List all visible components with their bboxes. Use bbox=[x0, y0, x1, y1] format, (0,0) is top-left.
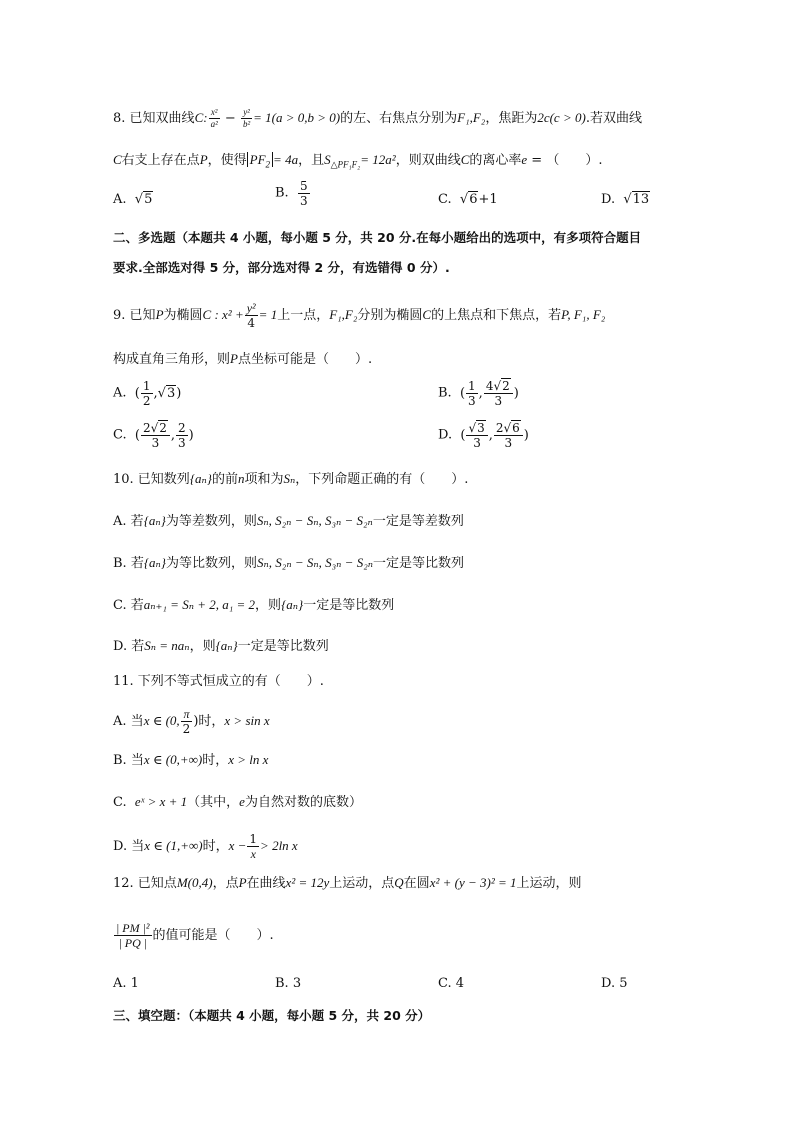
q11-d-expr1: x ∈ (1,+∞) bbox=[144, 838, 203, 853]
q8-option-b-num: 5 bbox=[299, 179, 308, 193]
q8-option-d: D. √13 bbox=[601, 192, 650, 207]
q11-c-note: （其中， bbox=[187, 795, 240, 810]
q11-a-pi: π bbox=[183, 707, 190, 721]
section2-heading-line1: 二、多选题（本题共 4 小题，每小题 5 分，共 20 分.在每小题给出的选项中，有多项符合题目 bbox=[113, 230, 642, 245]
q11-a-pre: 当 bbox=[130, 714, 144, 729]
q10-a-label: A. bbox=[113, 514, 127, 529]
q8-option-c-value: 6 bbox=[469, 192, 478, 207]
q12-text3: 在曲线 bbox=[246, 876, 286, 891]
q9-eq: C : x² + bbox=[202, 307, 244, 322]
q10-text2: 的前 bbox=[211, 472, 238, 487]
q12-option-d bbox=[601, 974, 628, 994]
q12-frac-num: | PM |² bbox=[116, 921, 150, 935]
q12-text1: 12. 已知点 bbox=[113, 876, 177, 891]
q8-line1: 8. 已知双曲线C: $\frac{\text{x²}}{\text{a²}}$ − $\frac{\text{y²}}{\text{b²}}$ = 1(a > 0,b > 0)的左、右焦点分别为F₁,F₂，焦距为2c(c > 0).若双曲线 bbox=[113, 107, 642, 129]
q8-option-c-extra: +1 bbox=[478, 192, 498, 207]
q9-frac: $\frac{\text{y²}}{4}$ bbox=[246, 301, 256, 330]
q10-d-expr: Sₙ = naₙ bbox=[144, 638, 190, 653]
q10-c-seq: {aₙ} bbox=[281, 597, 304, 612]
q9-line2-p: P bbox=[230, 351, 238, 366]
q12-m: M(0,4) bbox=[176, 875, 213, 890]
q8-option-b bbox=[275, 180, 311, 207]
q10-b-pre: 若 bbox=[130, 556, 144, 571]
q8-option-b-label: B. bbox=[275, 185, 289, 201]
q8-eq-4a: = 4a bbox=[273, 152, 299, 167]
q11-b-mid: 时， bbox=[202, 753, 229, 768]
q10-a-end: 一定是等差数列 bbox=[372, 514, 464, 529]
q10-b-seq: {aₙ} bbox=[143, 555, 167, 570]
q9-option-a-label: A. bbox=[113, 385, 127, 401]
q9-eq2: = 1 bbox=[258, 307, 278, 322]
q10-c-label: C. bbox=[113, 598, 127, 613]
q9-pts: P, F₁, F₂ bbox=[561, 307, 606, 322]
q10-d-mid: ，则 bbox=[189, 639, 216, 654]
q8-pf2: $PF_2$ bbox=[247, 152, 273, 167]
q12-text5: 在圆 bbox=[403, 876, 430, 891]
q8-focal: 2c(c > 0) bbox=[537, 110, 586, 125]
q8-c2: C bbox=[460, 152, 470, 167]
q11-option-d bbox=[113, 833, 298, 860]
q11-d-one: 1 bbox=[249, 832, 258, 846]
q9-option-d: D. ( $\frac{√3}{3}$ , $\frac{2√6}{3}$ ) bbox=[438, 421, 529, 450]
q10-d-pre: 若 bbox=[131, 639, 145, 654]
q9-text4: 分别为椭圆 bbox=[357, 308, 423, 323]
q10-d-label: D. bbox=[113, 639, 128, 654]
q8-text3: ，焦距为 bbox=[485, 111, 538, 126]
q8-option-c: C. √6+1 bbox=[438, 192, 498, 207]
q12-option-b bbox=[275, 974, 301, 994]
q9-text1: 已知 bbox=[129, 308, 156, 323]
q9-option-c-label: C. bbox=[113, 427, 127, 443]
q12-text6: 上运动，则 bbox=[516, 876, 582, 891]
q10-d-seq: {aₙ} bbox=[215, 638, 238, 653]
q10-c-expr: aₙ₊₁ = Sₙ + 2, a₁ = 2 bbox=[143, 597, 256, 612]
q9-text3: 上一点， bbox=[277, 308, 330, 323]
q10-b-expr: Sₙ, S₂ₙ − Sₙ, S₃ₙ − S₂ₙ bbox=[257, 555, 373, 570]
q8-text-then: ，则双曲线 bbox=[395, 153, 461, 168]
q8-option-c-label: C. bbox=[438, 192, 452, 207]
q12-circle: x² + (y − 3)² = 1 bbox=[429, 875, 517, 890]
q12-p: P bbox=[238, 875, 247, 890]
q11-c-label: C. bbox=[113, 795, 127, 810]
q9-number: 9. bbox=[113, 308, 126, 323]
q8-option-d-label: D. bbox=[601, 192, 616, 207]
q8-option-a-value: 5 bbox=[144, 192, 153, 207]
q10-a-seq: {aₙ} bbox=[143, 513, 166, 528]
q9-option-b-label: B. bbox=[438, 385, 452, 401]
q10-c-pre: 若 bbox=[130, 598, 144, 613]
q11-a-close: ) bbox=[193, 714, 199, 729]
q8-option-a: A. √5 bbox=[113, 192, 153, 207]
q12-option-d-value: 5 bbox=[619, 976, 628, 991]
q8-text-rightbranch: 右支上存在点 bbox=[121, 153, 200, 168]
q10-b-end: 一定是等比数列 bbox=[372, 556, 464, 571]
q8-c: C bbox=[113, 152, 122, 167]
q10-text4: ，下列命题正确的有（ ）. bbox=[295, 472, 469, 487]
q11-b-expr1: x ∈ (0,+∞) bbox=[143, 752, 203, 767]
q12-option-a-value: 1 bbox=[130, 976, 139, 991]
q12-option-b-label: B. bbox=[275, 976, 289, 991]
q8-text-ecc: 的离心率 bbox=[469, 153, 522, 168]
q9-line2 bbox=[113, 349, 372, 370]
q9-line1 bbox=[113, 302, 605, 329]
q9-option-c: C. ( $\frac{2√2}{3}$ , $\frac{2}{3}$ ) bbox=[113, 421, 194, 450]
q11-a-x: x ∈ (0, bbox=[143, 713, 180, 728]
q11-d-pre: 当 bbox=[131, 839, 145, 854]
q10-n: n bbox=[238, 471, 245, 486]
q8-area: $S_{\triangle PF_1F_2}$ bbox=[324, 152, 361, 170]
q11-d-label: D. bbox=[113, 839, 128, 854]
q10-a-pre: 若 bbox=[130, 514, 144, 529]
q9-foci: F₁,F₂ bbox=[329, 307, 358, 322]
q12-text7: 的值可能是（ ）. bbox=[152, 928, 274, 943]
q10-text3: 项和为 bbox=[244, 472, 284, 487]
q9-text2: 为椭圆 bbox=[163, 308, 203, 323]
q11-a-mid: 时， bbox=[198, 714, 225, 729]
q9-option-b: B. ( $\frac{1}{3}$ , $\frac{4√2}{3}$ ) bbox=[438, 379, 519, 408]
q12-stem bbox=[113, 873, 582, 894]
q11-option-c bbox=[113, 792, 362, 813]
q8-foci: F₁,F₂ bbox=[457, 110, 486, 125]
q12-line2 bbox=[113, 922, 274, 949]
q8-eq-12a2: = 12a² bbox=[360, 152, 396, 167]
q8-frac-x: $\frac{\text{x²}}{\text{a²}}$ bbox=[210, 107, 218, 129]
q9-line2-text: 构成直角三角形，则 bbox=[113, 352, 231, 367]
q11-c-e: e bbox=[239, 794, 245, 809]
section2-heading-line2: 要求.全部选对得 5 分，部分选对得 2 分，有选错得 0 分）. bbox=[113, 260, 450, 275]
q11-option-b bbox=[113, 750, 268, 771]
q10-text1: 10. 已知数列 bbox=[113, 472, 190, 487]
q12-option-c-value: 4 bbox=[455, 976, 465, 991]
q11-c-expr: eˣ > x + 1 bbox=[134, 794, 188, 809]
q8-option-d-value: 13 bbox=[632, 192, 650, 207]
q10-option-a bbox=[113, 511, 464, 532]
q8-text-and: ，且 bbox=[298, 153, 325, 168]
q11-a-two: 2 bbox=[182, 722, 191, 736]
q11-d-expr2: > 2ln x bbox=[260, 838, 298, 853]
q10-a-expr: Sₙ, S₂ₙ − Sₙ, S₃ₙ − S₂ₙ bbox=[256, 513, 373, 528]
q10-c-end: 一定是等比数列 bbox=[303, 598, 395, 613]
q12-option-a-label: A. bbox=[113, 976, 127, 991]
q12-option-d-label: D. bbox=[601, 976, 616, 991]
q12-text2: ，点 bbox=[212, 876, 239, 891]
q9-p: P bbox=[155, 307, 164, 322]
q12-q: Q bbox=[394, 875, 404, 890]
q10-sn: Sₙ bbox=[283, 471, 296, 486]
q11-b-pre: 当 bbox=[130, 753, 144, 768]
q11-b-label: B. bbox=[113, 753, 127, 768]
q12-frac-den: | PQ | bbox=[118, 936, 148, 950]
q8-number: 8. bbox=[113, 111, 126, 126]
q11-a-expr: x > sin x bbox=[224, 713, 270, 728]
q9-c: C bbox=[422, 307, 432, 322]
q12-option-c bbox=[438, 974, 464, 994]
q8-option-a-label: A. bbox=[113, 192, 127, 207]
q11-d-xx: x bbox=[250, 847, 256, 861]
q8-option-b-frac bbox=[298, 180, 310, 207]
q10-a-cond: 为等差数列，则 bbox=[165, 514, 257, 529]
q10-option-d bbox=[113, 636, 329, 657]
q8-text4: .若双曲线 bbox=[585, 111, 642, 126]
q10-c-mid: ，则 bbox=[255, 598, 282, 613]
section3-heading: 三、填空题：（本题共 4 小题，每小题 5 分，共 20 分） bbox=[113, 1008, 431, 1023]
q9-line2-end: 点坐标可能是（ ）. bbox=[237, 352, 373, 367]
q10-an: {aₙ} bbox=[189, 471, 212, 486]
q12-curve: x² = 12y bbox=[285, 875, 330, 890]
q10-option-c bbox=[113, 595, 394, 616]
q8-p: P bbox=[199, 152, 208, 167]
q8-e: e bbox=[521, 152, 528, 167]
q11-b-expr2: x > ln x bbox=[228, 752, 269, 767]
q9-option-a: A. ( $\frac{1}{2}$ ,√3) bbox=[113, 379, 182, 408]
q8-text-such: ，使得 bbox=[207, 153, 247, 168]
q11-a-label: A. bbox=[113, 714, 127, 729]
q11-option-a bbox=[113, 708, 270, 735]
q10-b-label: B. bbox=[113, 556, 127, 571]
q8-cond: = 1(a > 0,b > 0) bbox=[253, 110, 341, 125]
q8-frac-y: $\frac{\text{y²}}{\text{b²}}$ bbox=[242, 107, 251, 129]
q9-option-d-label: D. bbox=[438, 427, 453, 443]
q10-d-end: 一定是等比数列 bbox=[237, 639, 329, 654]
q12-option-a bbox=[113, 974, 139, 994]
q8-option-b-den: 3 bbox=[299, 194, 308, 208]
q11-d-mid: 时， bbox=[202, 839, 229, 854]
q10-b-cond: 为等比数列，则 bbox=[166, 556, 258, 571]
q9-text5: 的上焦点和下焦点，若 bbox=[431, 308, 562, 323]
q8-curve: C: bbox=[194, 110, 208, 125]
q12-text4: 上运动，点 bbox=[329, 876, 395, 891]
q11-d-x: x − bbox=[228, 838, 247, 853]
q11-c-note2: 为自然对数的底数） bbox=[244, 795, 362, 810]
q10-stem bbox=[113, 469, 468, 490]
q8-line2 bbox=[113, 150, 602, 171]
q12-option-b-value: 3 bbox=[292, 976, 302, 991]
q10-option-b bbox=[113, 553, 464, 574]
q8-text2: 的左、右焦点分别为 bbox=[340, 111, 458, 126]
q11-stem: 11. 下列不等式恒成立的有（ ）. bbox=[113, 674, 324, 689]
q8-text1: 已知双曲线 bbox=[129, 111, 195, 126]
q8-blank: = （ ）. bbox=[527, 153, 603, 168]
q12-option-c-label: C. bbox=[438, 976, 452, 991]
